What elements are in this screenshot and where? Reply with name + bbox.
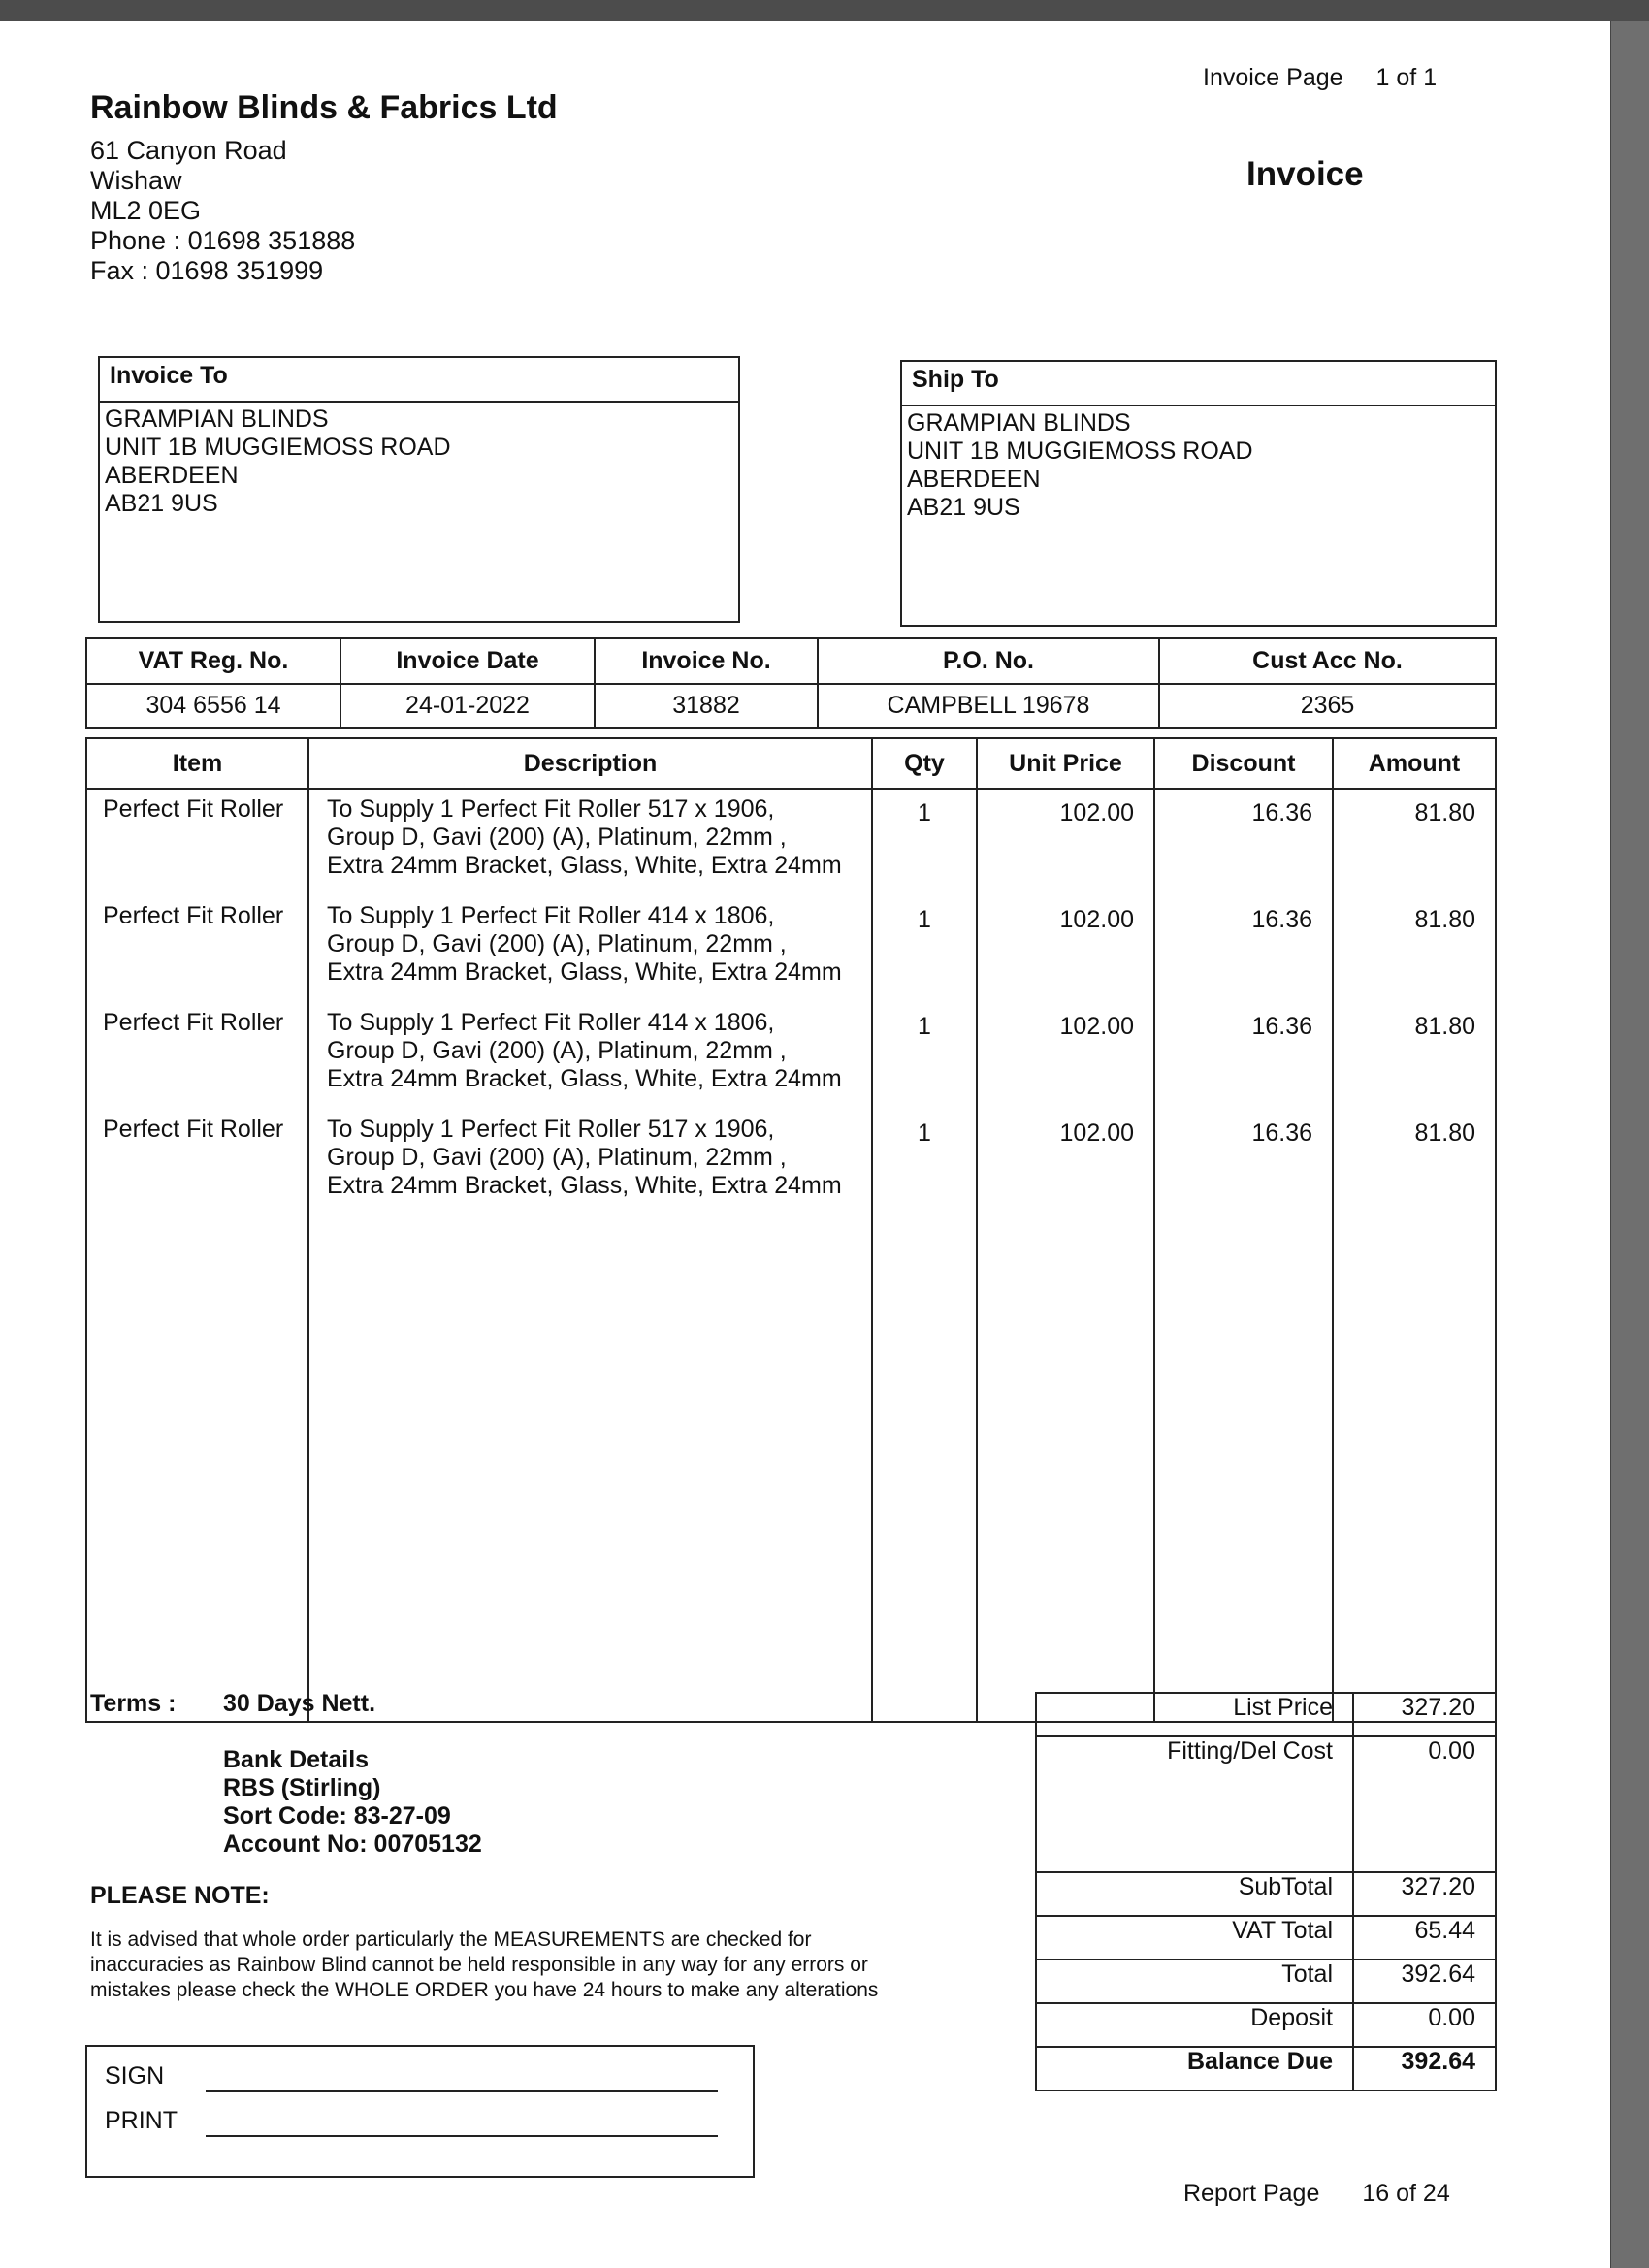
report-page-label: Report Page: [1183, 2180, 1320, 2207]
company-name: Rainbow Blinds & Fabrics Ltd: [90, 89, 558, 126]
address-line: ML2 0EG: [90, 196, 202, 225]
description-line: Group D, Gavi (200) (A), Platinum, 22mm ,: [327, 1144, 787, 1171]
discount-cell: 16.36: [1154, 896, 1333, 1003]
description-line: To Supply 1 Perfect Fit Roller 414 x 1806,: [327, 1009, 775, 1036]
bank-details-line: Account No: 00705132: [223, 1831, 482, 1858]
signature-box: [85, 2045, 755, 2178]
address-line: Wishaw: [90, 166, 182, 195]
bank-details: [223, 1746, 482, 1859]
bank-details-line: Bank Details: [223, 1746, 370, 1773]
amount-header: Amount: [1333, 738, 1496, 789]
ship-to-line: AB21 9US: [907, 494, 1020, 521]
invoice-page-value: 1 of 1: [1375, 64, 1438, 91]
table-row: [86, 789, 1496, 896]
invoice-date-value: 24-01-2022: [340, 684, 595, 728]
bank-details-line: RBS (Stirling): [223, 1774, 381, 1801]
sign-label: SIGN: [105, 2062, 165, 2090]
list-price-label: List Price: [1036, 1693, 1353, 1736]
description-line: To Supply 1 Perfect Fit Roller 517 x 1906,: [327, 795, 775, 823]
item-cell: Perfect Fit Roller: [86, 1003, 308, 1110]
print-line: [206, 2135, 718, 2137]
vat-reg-value: 304 6556 14: [86, 684, 340, 728]
description-line: Extra 24mm Bracket, Glass, White, Extra 24mm: [327, 852, 842, 879]
note-line: It is advised that whole order particularly the MEASUREMENTS are checked for: [90, 1928, 812, 1951]
unit-price-cell: 102.00: [977, 1003, 1154, 1110]
item-cell: Perfect Fit Roller: [86, 789, 308, 896]
invoice-page-label: Invoice Page: [1203, 64, 1343, 91]
terms-label: Terms :: [90, 1690, 177, 1717]
document-title: Invoice: [1246, 155, 1364, 193]
description-line: Group D, Gavi (200) (A), Platinum, 22mm ,: [327, 930, 787, 957]
item-cell: Perfect Fit Roller: [86, 1110, 308, 1216]
invoice-to-box: [98, 356, 740, 623]
address-line: 61 Canyon Road: [90, 136, 287, 165]
invoice-to-label: Invoice To: [100, 358, 738, 403]
deposit-label: Deposit: [1036, 2003, 1353, 2047]
invoice-to-line: AB21 9US: [105, 490, 218, 517]
report-page-value: 16 of 24: [1362, 2180, 1450, 2207]
amount-cell: 81.80: [1333, 896, 1496, 1003]
qty-cell: 1: [872, 1110, 977, 1216]
description-cell: [308, 1110, 872, 1216]
balance-due-label: Balance Due: [1036, 2047, 1353, 2090]
phone-line: Phone : 01698 351888: [90, 226, 356, 255]
cust-acc-value: 2365: [1159, 684, 1496, 728]
vat-total-value: 65.44: [1353, 1916, 1496, 1960]
subtotal-label: SubTotal: [1036, 1872, 1353, 1916]
sign-line: [206, 2090, 718, 2092]
invoice-date-header: Invoice Date: [340, 638, 595, 684]
description-line: Group D, Gavi (200) (A), Platinum, 22mm ,: [327, 1037, 787, 1064]
ship-to-box: [900, 360, 1497, 627]
po-no-header: P.O. No.: [818, 638, 1159, 684]
note-line: inaccuracies as Rainbow Blind cannot be held responsible in any way for any errors or: [90, 1954, 868, 1976]
invoice-meta-table: [85, 637, 1497, 729]
total-value: 392.64: [1353, 1960, 1496, 2003]
subtotal-value: 327.20: [1353, 1872, 1496, 1916]
fitting-label: Fitting/Del Cost: [1036, 1736, 1353, 1872]
qty-cell: 1: [872, 1003, 977, 1110]
qty-cell: 1: [872, 896, 977, 1003]
description-line: Extra 24mm Bracket, Glass, White, Extra 24mm: [327, 1172, 842, 1199]
item-cell: Perfect Fit Roller: [86, 896, 308, 1003]
discount-cell: 16.36: [1154, 1003, 1333, 1110]
report-page-info: [1183, 2180, 1493, 2208]
invoice-page-info: [1203, 64, 1470, 92]
ship-to-label: Ship To: [902, 362, 1495, 406]
invoice-to-line: ABERDEEN: [105, 462, 239, 489]
print-label: PRINT: [105, 2107, 178, 2134]
unit-price-cell: 102.00: [977, 896, 1154, 1003]
description-line: To Supply 1 Perfect Fit Roller 517 x 1906,: [327, 1116, 775, 1143]
invoice-to-line: UNIT 1B MUGGIEMOSS ROAD: [105, 434, 451, 461]
description-line: To Supply 1 Perfect Fit Roller 414 x 1806,: [327, 902, 775, 929]
amount-cell: 81.80: [1333, 1110, 1496, 1216]
qty-header: Qty: [872, 738, 977, 789]
description-cell: [308, 896, 872, 1003]
invoice-no-value: 31882: [595, 684, 818, 728]
table-row: [86, 896, 1496, 1003]
description-cell: [308, 789, 872, 896]
vat-reg-header: VAT Reg. No.: [86, 638, 340, 684]
note-text: [90, 1928, 983, 2003]
description-line: Extra 24mm Bracket, Glass, White, Extra 24mm: [327, 958, 842, 986]
table-row: [86, 1110, 1496, 1216]
invoice-no-header: Invoice No.: [595, 638, 818, 684]
unit-price-cell: 102.00: [977, 1110, 1154, 1216]
qty-cell: 1: [872, 789, 977, 896]
amount-cell: 81.80: [1333, 1003, 1496, 1110]
company-address: [90, 136, 355, 286]
amount-cell: 81.80: [1333, 789, 1496, 896]
item-header: Item: [86, 738, 308, 789]
note-line: mistakes please check the WHOLE ORDER you have 24 hours to make any alterations: [90, 1979, 879, 2001]
balance-due-value: 392.64: [1353, 2047, 1496, 2090]
discount-cell: 16.36: [1154, 789, 1333, 896]
vat-total-label: VAT Total: [1036, 1916, 1353, 1960]
unit-price-header: Unit Price: [977, 738, 1154, 789]
description-cell: [308, 1003, 872, 1110]
ship-to-line: ABERDEEN: [907, 466, 1041, 493]
invoice-to-line: GRAMPIAN BLINDS: [105, 405, 329, 433]
line-items-table: [85, 737, 1497, 1723]
table-filler-row: [86, 1216, 1496, 1722]
fitting-value: 0.00: [1353, 1736, 1496, 1872]
discount-cell: 16.36: [1154, 1110, 1333, 1216]
po-no-value: CAMPBELL 19678: [818, 684, 1159, 728]
fax-line: Fax : 01698 351999: [90, 256, 324, 285]
discount-header: Discount: [1154, 738, 1333, 789]
scan-edge: [0, 0, 1649, 21]
ship-to-line: UNIT 1B MUGGIEMOSS ROAD: [907, 437, 1253, 465]
deposit-value: 0.00: [1353, 2003, 1496, 2047]
description-line: Extra 24mm Bracket, Glass, White, Extra 24mm: [327, 1065, 842, 1092]
list-price-value: 327.20: [1353, 1693, 1496, 1736]
totals-table: [1035, 1692, 1497, 2091]
table-row: [86, 1003, 1496, 1110]
cust-acc-header: Cust Acc No.: [1159, 638, 1496, 684]
note-title: PLEASE NOTE:: [90, 1882, 270, 1909]
terms-value: 30 Days Nett.: [223, 1690, 376, 1717]
unit-price-cell: 102.00: [977, 789, 1154, 896]
total-label: Total: [1036, 1960, 1353, 2003]
bank-details-line: Sort Code: 83-27-09: [223, 1802, 451, 1830]
description-line: Group D, Gavi (200) (A), Platinum, 22mm ,: [327, 824, 787, 851]
description-header: Description: [308, 738, 872, 789]
ship-to-line: GRAMPIAN BLINDS: [907, 409, 1131, 437]
